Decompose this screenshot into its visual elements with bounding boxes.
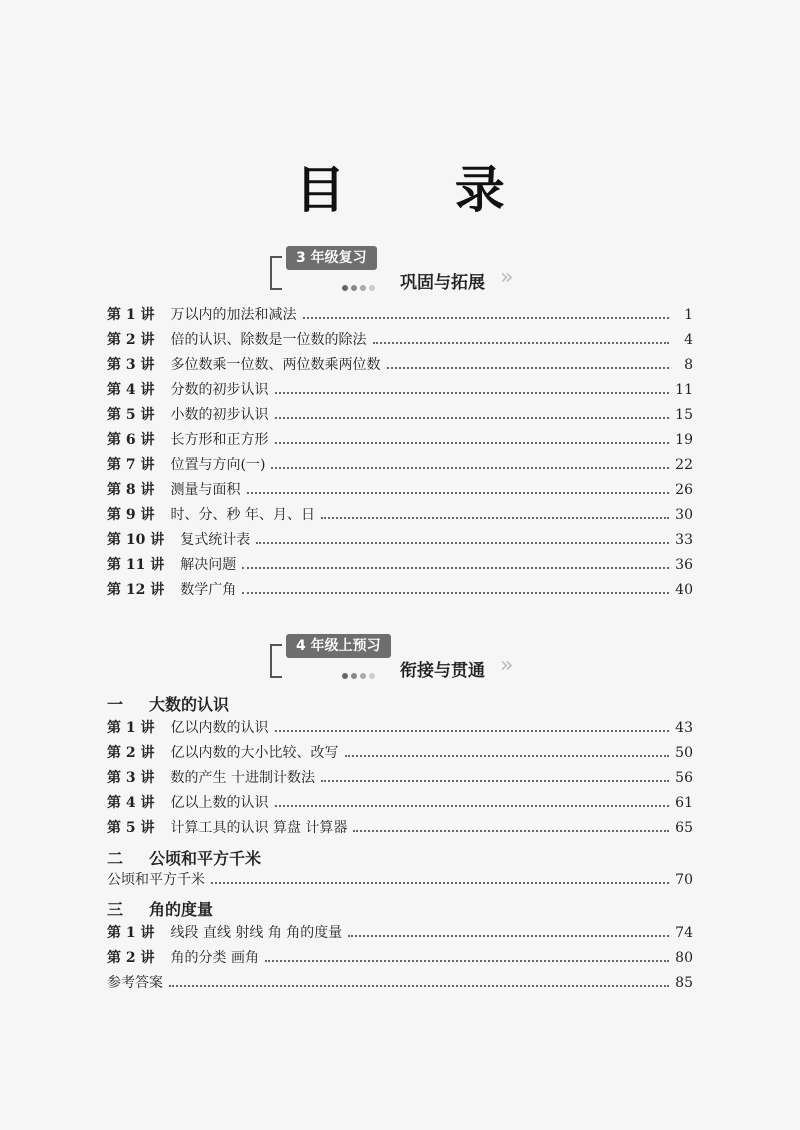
toc-row[interactable]: 第 4 讲 分数的初步认识 11 [107, 382, 693, 398]
page-title: 目 录 [295, 161, 551, 219]
toc-row[interactable]: 第 1 讲 万以内的加法和减法 1 [107, 307, 693, 323]
double-chevron-icon: ›› [500, 265, 510, 290]
toc-row[interactable]: 第 4 讲 亿以上数的认识 61 [107, 795, 693, 811]
toc-row[interactable]: 第 5 讲 小数的初步认识 15 [107, 407, 693, 423]
banner-dots [342, 277, 378, 285]
toc-row[interactable]: 第 5 讲 计算工具的认识 算盘 计算器 65 [107, 820, 693, 836]
toc-row[interactable]: 第 1 讲 亿以内数的认识 43 [107, 720, 693, 736]
toc-row-answers[interactable]: 参考答案 85 [107, 975, 693, 991]
section-heading: 三 角的度量 [107, 900, 214, 919]
toc-row[interactable]: 第 6 讲 长方形和正方形 19 [107, 432, 693, 448]
toc-row[interactable]: 第 2 讲 角的分类 画角 80 [107, 950, 693, 966]
toc-row[interactable]: 第 1 讲 线段 直线 射线 角 角的度量 74 [107, 925, 693, 941]
banner-tag: 3 年级复习 [286, 246, 377, 270]
toc-row[interactable]: 第 2 讲 倍的认识、除数是一位数的除法 4 [107, 332, 693, 348]
section-banner-grade4 [270, 634, 630, 692]
banner-dots [342, 665, 378, 673]
toc-row[interactable]: 第 3 讲 数的产生 十进制计数法 56 [107, 770, 693, 786]
banner-subtitle: 巩固与拓展 [400, 273, 485, 293]
toc-row[interactable]: 第 2 讲 亿以内数的大小比较、改写 50 [107, 745, 693, 761]
section-banner-grade3 [270, 246, 630, 304]
banner-subtitle: 衔接与贯通 [400, 661, 485, 681]
toc-row[interactable]: 第 12 讲 数学广角 40 [107, 582, 693, 598]
section-heading: 一 大数的认识 [107, 695, 230, 714]
toc-row[interactable]: 第 7 讲 位置与方向(一) 22 [107, 457, 693, 473]
toc-row[interactable]: 公顷和平方千米 70 [107, 872, 693, 888]
double-chevron-icon: ›› [500, 653, 510, 678]
toc-row[interactable]: 第 3 讲 多位数乘一位数、两位数乘两位数 8 [107, 357, 693, 373]
banner-bracket [270, 256, 282, 290]
section-heading: 二 公顷和平方千米 [107, 849, 262, 868]
toc-row[interactable]: 第 11 讲 解决问题 36 [107, 557, 693, 573]
toc-row[interactable]: 第 10 讲 复式统计表 33 [107, 532, 693, 548]
banner-bracket [270, 644, 282, 678]
banner-tag: 4 年级上预习 [286, 634, 391, 658]
toc-row[interactable]: 第 9 讲 时、分、秒 年、月、日 30 [107, 507, 693, 523]
toc-row[interactable]: 第 8 讲 测量与面积 26 [107, 482, 693, 498]
